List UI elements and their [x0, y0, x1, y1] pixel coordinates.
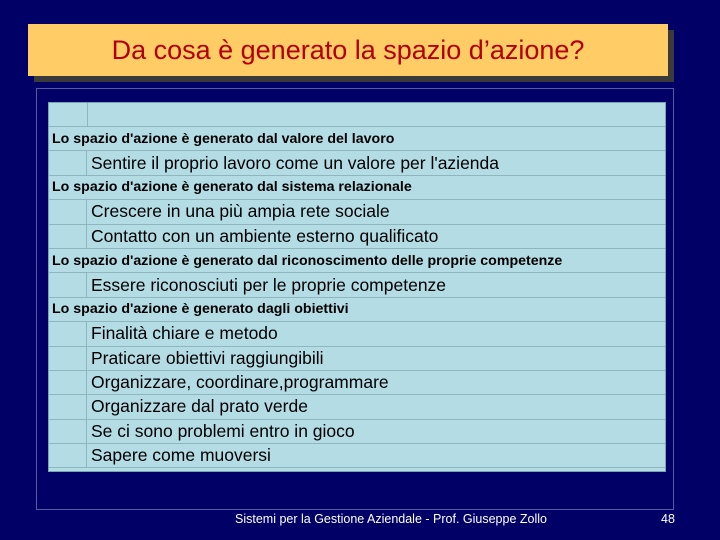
row-first-cell [49, 371, 87, 394]
item-row [49, 273, 665, 297]
row-first-cell [49, 444, 87, 467]
item-label: Essere riconosciuti per le proprie competenze [91, 274, 447, 295]
item-label: Sentire il proprio lavoro come un valore per l'azienda [91, 152, 500, 173]
item-label: Sapere come muoversi [91, 445, 271, 466]
item-row [49, 225, 665, 249]
item-row [49, 322, 665, 346]
row-first-cell [49, 200, 87, 223]
row-first-cell [49, 347, 87, 370]
item-label: Organizzare dal prato verde [91, 396, 308, 417]
item-label: Praticare obiettivi raggiungibili [91, 347, 324, 368]
item-row [49, 371, 665, 395]
spreadsheet-table [48, 102, 666, 472]
item-label: Finalità chiare e metodo [91, 323, 278, 344]
row-first-cell [49, 225, 87, 248]
row-first-cell [49, 151, 87, 174]
item-label: Contatto con un ambiente esterno qualificato [91, 225, 439, 246]
item-row [49, 151, 665, 175]
item-label: Se ci sono problemi entro in gioco [91, 420, 355, 441]
item-row [49, 200, 665, 224]
slide-footer: Sistemi per la Gestione Aziendale - Prof. Giuseppe Zollo [235, 512, 547, 526]
row-first-cell [49, 322, 87, 345]
row-first-cell [49, 395, 87, 418]
item-label: Organizzare, coordinare,programmare [91, 372, 389, 393]
slide-title: Da cosa è generato la spazio d’azione? [111, 34, 585, 65]
category-row [49, 298, 665, 322]
category-row [49, 127, 665, 151]
row-first-cell [49, 273, 87, 296]
item-label: Crescere in una più ampia rete sociale [91, 201, 390, 222]
category-row [49, 249, 665, 273]
title-box [28, 24, 668, 76]
category-row [49, 176, 665, 200]
category-label: Lo spazio d'azione è generato dal riconoscimento delle proprie competenze [52, 252, 563, 269]
item-row [49, 395, 665, 419]
item-row [49, 420, 665, 444]
item-row [49, 444, 665, 468]
category-label: Lo spazio d'azione è generato dal sistema relazionale [52, 179, 412, 196]
row-first-cell [49, 420, 87, 443]
table-header-row [49, 103, 665, 127]
category-label: Lo spazio d'azione è generato dal valore del lavoro [52, 130, 395, 147]
item-row [49, 347, 665, 371]
column-separator [87, 103, 88, 126]
table-body [49, 127, 665, 468]
category-label: Lo spazio d'azione è generato dagli obiettivi [52, 301, 349, 318]
page-number: 48 [661, 512, 675, 526]
